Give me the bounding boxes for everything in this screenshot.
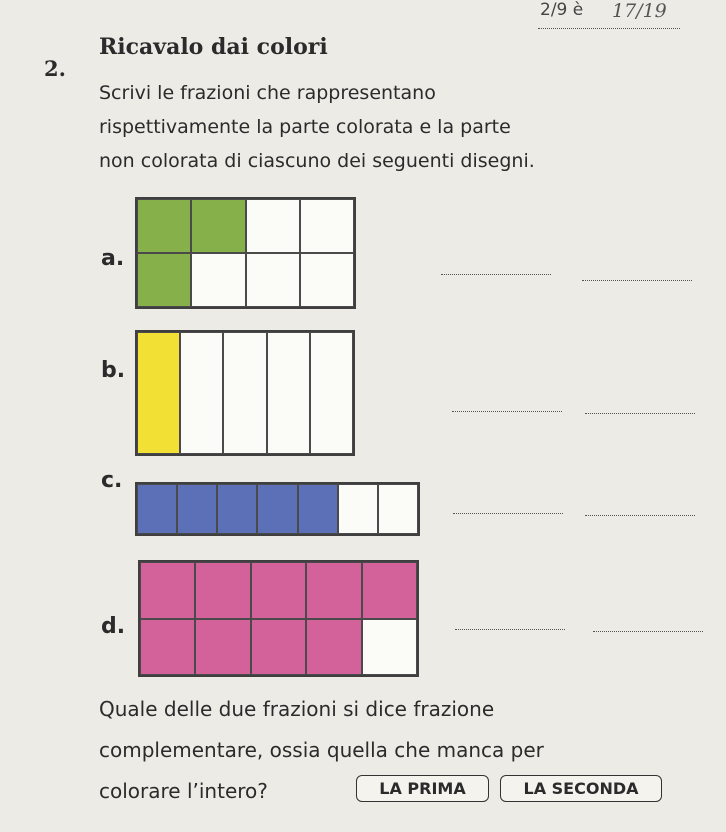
fraction-cell — [267, 332, 310, 454]
fraction-cell — [191, 253, 245, 307]
answer-line-a-uncolored[interactable] — [582, 280, 692, 281]
fraction-cell — [137, 199, 191, 253]
figure-a-label: a. — [101, 246, 125, 271]
answer-line-b-colored[interactable] — [452, 411, 562, 412]
fraction-cell — [246, 199, 300, 253]
answer-line-c-uncolored[interactable] — [585, 515, 695, 516]
figure-a-grid — [135, 197, 356, 309]
fraction-cell — [217, 484, 257, 534]
fraction-cell — [137, 484, 177, 534]
instruction-line-1: Scrivi le frazioni che rappresentano — [99, 82, 436, 104]
fraction-cell — [362, 619, 417, 676]
fraction-cell — [137, 253, 191, 307]
answer-line-d-colored[interactable] — [455, 629, 565, 630]
fraction-cell — [310, 332, 353, 454]
fraction-cell — [306, 562, 361, 619]
fraction-cell — [338, 484, 378, 534]
fraction-cell — [140, 619, 195, 676]
option-second-button[interactable]: LA SECONDA — [500, 775, 662, 802]
fraction-cell — [180, 332, 223, 454]
fraction-cell — [362, 562, 417, 619]
fraction-cell — [300, 253, 354, 307]
fraction-cell — [251, 619, 306, 676]
figure-d-grid — [138, 560, 419, 677]
question-line-1: Quale delle due frazioni si dice frazione — [99, 697, 495, 721]
fraction-cell — [137, 332, 180, 454]
fraction-cell — [191, 199, 245, 253]
figure-c-label: c. — [101, 468, 123, 493]
figure-b-grid — [135, 330, 355, 456]
question-line-2: complementare, ossia quella che manca per — [99, 738, 544, 762]
figure-d-label: d. — [101, 614, 126, 639]
exercise-number: 2. — [44, 56, 66, 81]
instruction-line-3: non colorata di ciascuno dei seguenti disegni. — [99, 150, 535, 172]
answer-line — [538, 28, 680, 29]
fraction-cell — [246, 253, 300, 307]
exercise-title: Ricavalo dai colori — [99, 34, 328, 60]
handwritten-answer: 17/19 — [612, 0, 667, 22]
answer-line-d-uncolored[interactable] — [593, 631, 703, 632]
fraction-cell — [140, 562, 195, 619]
option-first-button[interactable]: LA PRIMA — [356, 775, 489, 802]
fraction-cell — [223, 332, 266, 454]
answer-line-a-colored[interactable] — [441, 274, 551, 275]
fraction-cell — [195, 619, 250, 676]
figure-c-grid — [135, 482, 420, 536]
fraction-cell — [257, 484, 297, 534]
fraction-cell — [195, 562, 250, 619]
fraction-cell — [177, 484, 217, 534]
instruction-line-2: rispettivamente la parte colorata e la parte — [99, 116, 511, 138]
fraction-cell — [306, 619, 361, 676]
figure-b-label: b. — [101, 358, 126, 383]
answer-line-c-colored[interactable] — [453, 513, 563, 514]
page-corner-text: 2/9 è — [540, 0, 584, 20]
fraction-cell — [251, 562, 306, 619]
fraction-cell — [300, 199, 354, 253]
answer-line-b-uncolored[interactable] — [585, 413, 695, 414]
question-line-3: colorare l’intero? — [99, 779, 268, 803]
fraction-cell — [378, 484, 418, 534]
fraction-cell — [298, 484, 338, 534]
